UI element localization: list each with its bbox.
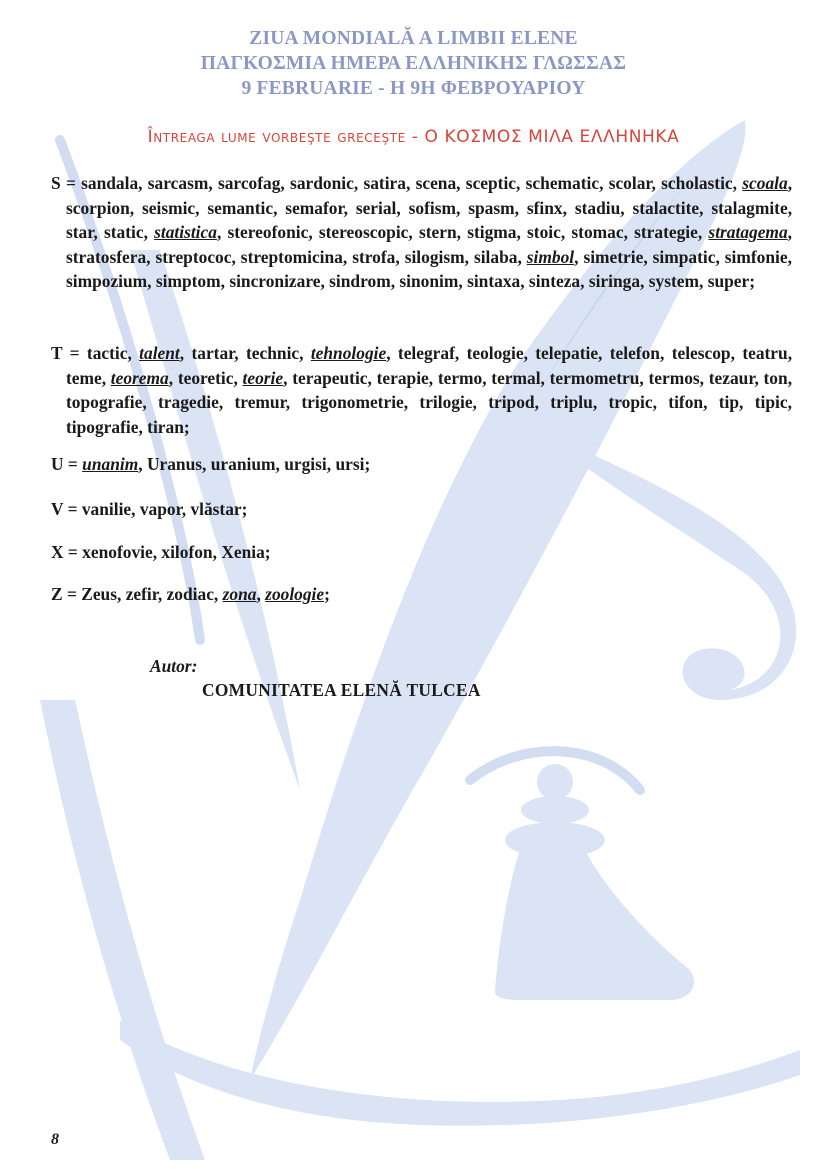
word: triplu xyxy=(550,392,593,413)
word: simfonie xyxy=(724,246,788,267)
word: vlăstar xyxy=(190,499,242,519)
word: semafor xyxy=(285,197,344,218)
word: vanilie xyxy=(81,499,132,519)
word: technic xyxy=(246,343,300,363)
entry-letter: S xyxy=(51,173,61,193)
word: siringa xyxy=(588,271,641,292)
highlighted-word: scoala xyxy=(742,173,788,193)
word: sceptic xyxy=(465,173,517,193)
word: stratosfera xyxy=(66,246,147,267)
entry-letter: X xyxy=(51,542,64,562)
entry-letter-t: T = tactic, talent, tartar, technic, tehnologie, telegraf, teologie, telepatie, telefon, telescop, teatru, teme, teorema, teoretic, teorie, terapeutic, terapie, termo, termal, termometru, termos, tezaur, ton, topografie, tragedie, tremur, trigonometrie, trilogie, tripod, triplu, tropic, tifon, tip, tipic, tipografie, tiran; xyxy=(51,343,793,437)
word: silogism xyxy=(404,246,465,267)
word: static xyxy=(103,222,144,243)
word: strofa xyxy=(352,246,396,267)
word: tactic xyxy=(86,343,128,363)
word: schematic xyxy=(525,173,600,193)
word: scolar xyxy=(608,173,652,193)
word: stalagmite xyxy=(711,197,788,218)
word: simptom xyxy=(155,271,221,292)
word: tifon xyxy=(668,392,704,413)
word: telefon xyxy=(609,343,660,363)
highlighted-word: zoologie xyxy=(265,584,325,604)
word: sincronizare xyxy=(229,271,321,292)
word: topografie xyxy=(66,392,143,413)
word: stigma xyxy=(467,222,517,243)
word: xilofon xyxy=(161,542,213,562)
word: teoretic xyxy=(177,367,234,388)
word: sarcasm xyxy=(147,173,209,193)
word: tipic xyxy=(754,392,788,413)
word: sarcofag xyxy=(217,173,281,193)
word: simetrie xyxy=(583,246,644,267)
word: sofism xyxy=(408,197,456,218)
word: termo xyxy=(437,367,483,388)
word: termal xyxy=(491,367,541,388)
word: terapeutic xyxy=(292,367,368,388)
word: sindrom xyxy=(329,271,391,292)
word: stoic xyxy=(527,222,561,243)
word: system xyxy=(648,271,699,292)
word: sardonic xyxy=(290,173,354,193)
author-label: Autor: xyxy=(150,656,198,676)
word: scholastic xyxy=(661,173,733,193)
page-number: 8 xyxy=(51,1131,59,1148)
word: vapor xyxy=(139,499,182,519)
highlighted-word: tehnologie xyxy=(310,343,387,363)
word: tragedie xyxy=(157,392,219,413)
highlighted-word: unanim xyxy=(82,454,139,474)
word: termometru xyxy=(549,367,640,388)
word: tripod xyxy=(488,392,535,413)
word: seismic xyxy=(142,197,196,218)
word: sintaxa xyxy=(467,271,521,292)
word: uranium xyxy=(210,454,276,474)
highlighted-word: statistica xyxy=(154,222,217,243)
word: simpatic xyxy=(652,246,716,267)
highlighted-word: stratagema xyxy=(708,222,788,243)
entry-letter: V xyxy=(51,499,64,519)
word: tiran xyxy=(147,416,184,437)
word: teologie xyxy=(466,343,524,363)
header-line-date: 9 FEBRUARIE - Η 9Η ΦΕΒΡΟΥΑΡΙΟΥ xyxy=(241,78,586,99)
word: tipografie xyxy=(66,416,139,437)
word: Zeus xyxy=(81,584,117,604)
entry-letter-x: X = xenofovie, xilofon, Xenia; xyxy=(51,542,271,562)
page-header xyxy=(0,26,827,101)
entry-letter-z: Z = Zeus, zefir, zodiac, zona, zoologie; xyxy=(51,584,330,604)
word: telepatie xyxy=(535,343,599,363)
word: terapie xyxy=(376,367,429,388)
word: stalactite xyxy=(632,197,700,218)
entry-letter-u: U = unanim, Uranus, uranium, urgisi, ursi; xyxy=(51,454,371,474)
word: sfinx xyxy=(526,197,563,218)
highlighted-word: simbol xyxy=(526,246,575,267)
word: simpozium xyxy=(66,271,148,292)
word: streptomicina xyxy=(240,246,343,267)
entry-letter: T xyxy=(51,343,63,363)
highlighted-word: teorema xyxy=(110,367,169,388)
word: super xyxy=(707,271,750,292)
entry-letter-s: S = sandala, sarcasm, sarcofag, sardonic, satira, scena, sceptic, schematic, scolar, scholastic, scoala, scorpion, seismic, semantic, semafor, serial, sofism, spasm, sfinx, stadiu, stalactite, stalagmite, star, static, statistica, stereofonic, stereoscopic, stern, stigma, stoic, stomac, strategie, stratagema, stratosfera, streptococ, streptomicina, strofa, silogism, silaba, simbol, simetrie, simpatic, simfonie, simpozium, simptom, sincronizare, sindrom, sinonim, sintaxa, sinteza, siringa, system, super; xyxy=(51,173,793,292)
word: tartar xyxy=(191,343,235,363)
entry-letter: Z xyxy=(51,584,63,604)
word: zodiac xyxy=(166,584,214,604)
word: semantic xyxy=(207,197,274,218)
word: tip xyxy=(718,392,740,413)
word: Uranus xyxy=(146,454,203,474)
entry-letter: U xyxy=(51,454,64,474)
highlighted-word: teorie xyxy=(242,367,284,388)
author-name: COMUNITATEA ELENĂ TULCEA xyxy=(202,680,481,700)
word: urgisi xyxy=(284,454,327,474)
entry-letter-v: V = vanilie, vapor, vlăstar; xyxy=(51,499,248,519)
word: streptococ xyxy=(155,246,232,267)
word: Xenia xyxy=(221,542,265,562)
subtitle: Întreaga lume vorbeşte greceşte - Ο ΚΟΣΜΟΣ ΜΙΛΑ ΕΛΛΗΝΗΚΑ xyxy=(147,127,680,147)
word: trilogie xyxy=(419,392,473,413)
word: serial xyxy=(355,197,397,218)
word: stern xyxy=(418,222,457,243)
word: telescop xyxy=(671,343,731,363)
word: sinteza xyxy=(528,271,581,292)
word: trigonometrie xyxy=(301,392,404,413)
highlighted-word: talent xyxy=(139,343,180,363)
word: stereoscopic xyxy=(318,222,409,243)
word: stomac xyxy=(571,222,624,243)
word: sinonim xyxy=(399,271,459,292)
header-line-greek: ΠΑΓΚΟΣΜΙΑ ΗΜΕΡΑ ΕΛΛΗΝΙΚΗΣ ΓΛΩΣΣΑΣ xyxy=(200,53,627,74)
word: tropic xyxy=(608,392,653,413)
word: spasm xyxy=(468,197,515,218)
word: star xyxy=(66,222,94,243)
word: tremur xyxy=(234,392,286,413)
word: satira xyxy=(363,173,406,193)
word: sandala xyxy=(81,173,139,193)
word: ton xyxy=(763,367,788,388)
word: ursi xyxy=(335,454,365,474)
word: zefir xyxy=(125,584,158,604)
word: strategie xyxy=(634,222,698,243)
word: xenofovie xyxy=(82,542,153,562)
word: stereofonic xyxy=(227,222,309,243)
word: telegraf xyxy=(397,343,455,363)
word: stadiu xyxy=(574,197,621,218)
word: termos xyxy=(648,367,700,388)
word: silaba xyxy=(473,246,518,267)
word: scorpion xyxy=(66,197,130,218)
word: tezaur xyxy=(708,367,755,388)
word: teatru xyxy=(742,343,788,363)
word: scena xyxy=(415,173,457,193)
header-line-romanian: ZIUA MONDIALĂ A LIMBII ELENE xyxy=(249,28,578,49)
word: teme xyxy=(66,367,102,388)
highlighted-word: zona xyxy=(222,584,257,604)
